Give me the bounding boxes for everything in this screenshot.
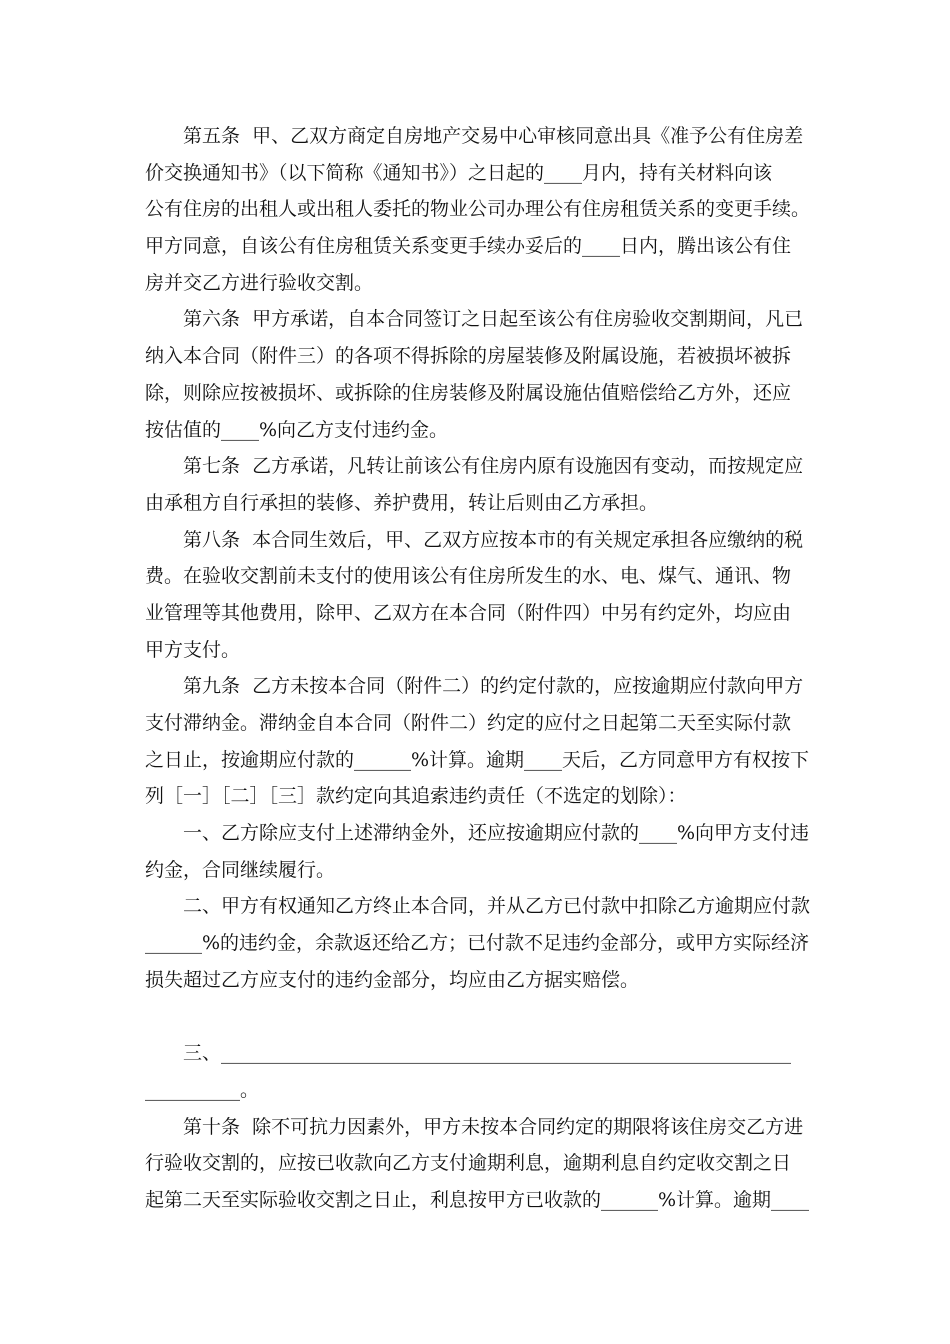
paragraph-article-8	[145, 522, 810, 669]
text-line: 按估值的____%向乙方支付违约金。	[145, 418, 449, 441]
text-line: 第五条 甲、乙双方商定自房地产交易中心审核同意出具《准予公有住房差	[145, 125, 804, 147]
text-line: __________。	[145, 1078, 260, 1101]
paragraph-article-6	[145, 301, 810, 448]
text-line: 起第二天至实际验收交割之日止，利息按甲方已收款的______%计算。逾期____	[145, 1188, 810, 1211]
text-line: 业管理等其他费用，除甲、乙双方在本合同（附件四）中另有约定外，均应由	[145, 601, 792, 624]
paragraph-spacer	[145, 999, 810, 1036]
text-line: 第七条 乙方承诺，凡转让前该公有住房内原有设施因有变动，而按规定应	[145, 455, 804, 478]
text-line: 纳入本合同（附件三）的各项不得拆除的房屋装修及附属设施，若被损坏被拆	[145, 345, 792, 368]
text-line: 第十条 除不可抗力因素外，甲方未按本合同约定的期限将该住房交乙方进	[145, 1115, 804, 1138]
text-line: 约金，合同继续履行。	[145, 858, 336, 881]
text-line: 房并交乙方进行验收交割。	[145, 271, 374, 294]
text-line: 之日止，按逾期应付款的______%计算。逾期____天后，乙方同意甲方有权按下	[145, 748, 810, 771]
text-line: 第九条 乙方未按本合同（附件二）的约定付款的，应按逾期应付款向甲方	[145, 675, 804, 698]
text-line: 第八条 本合同生效后，甲、乙双方应按本市的有关规定承担各应缴纳的税	[145, 528, 804, 551]
text-line: ______%的违约金，余款返还给乙方；已付款不足违约金部分，或甲方实际经济	[145, 932, 810, 955]
paragraph-article-10	[145, 1109, 810, 1219]
document-page	[145, 118, 810, 1219]
paragraph-article-9-item-3	[145, 999, 810, 1109]
text-line: 公有住房的出租人或出租人委托的物业公司办理公有住房租赁关系的变更手续。	[145, 198, 811, 221]
text-line: 第六条 甲方承诺，自本合同签订之日起至该公有住房验收交割期间，凡已	[145, 308, 804, 331]
paragraph-article-9-item-1	[145, 815, 810, 888]
text-line: 支付滞纳金。滞纳金自本合同（附件二）约定的应付之日起第二天至实际付款	[145, 712, 792, 734]
text-line: 二、甲方有权通知乙方终止本合同，并从乙方已付款中扣除乙方逾期应付款	[145, 895, 811, 918]
text-line: 由承租方自行承担的装修、养护费用，转让后则由乙方承担。	[145, 491, 659, 514]
text-line: 除，则除应按被损坏、或拆除的住房装修及附属设施估值赔偿给乙方外，还应	[145, 381, 792, 404]
text-line: 一、乙方除应支付上述滞纳金外，还应按逾期应付款的____%向甲方支付违	[145, 822, 810, 845]
text-line: 价交换通知书》（以下简称《通知书》）之日起的____月内，持有关材料向该	[145, 161, 773, 184]
paragraph-article-9	[145, 668, 810, 815]
text-line: 甲方同意，自该公有住房租赁关系变更手续办妥后的____日内，腾出该公有住	[145, 235, 792, 258]
text-line: 甲方支付。	[145, 638, 241, 661]
paragraph-article-9-item-2	[145, 888, 810, 998]
paragraph-article-7	[145, 448, 810, 521]
text-line: 列［一］［二］［三］款约定向其追索违约责任（不选定的划除）：	[145, 785, 687, 808]
text-line: 损失超过乙方应支付的违约金部分，均应由乙方据实赔偿。	[145, 968, 640, 991]
text-line: 三、____________________________________________________________	[145, 1042, 792, 1065]
text-line: 行验收交割的，应按已收款向乙方支付逾期利息，逾期利息自约定收交割之日	[145, 1152, 792, 1175]
text-line: 费。在验收交割前未支付的使用该公有住房所发生的水、电、煤气、通讯、物	[145, 565, 792, 588]
paragraph-article-5	[145, 118, 810, 301]
